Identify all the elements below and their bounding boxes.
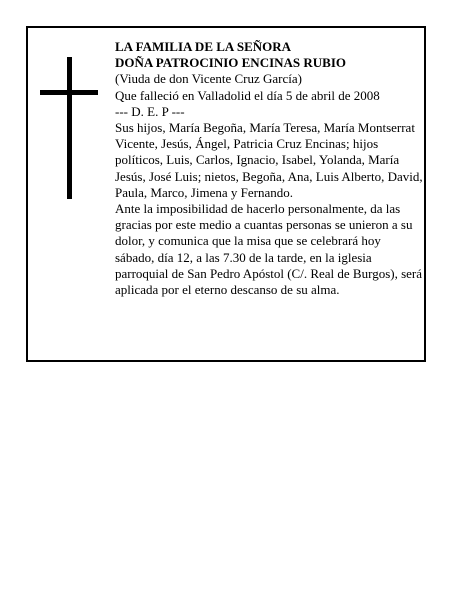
obituary-notice bbox=[26, 26, 426, 362]
notice-death-info: Que falleció en Valladolid el día 5 de abril de 2008 bbox=[115, 87, 380, 103]
cross-icon bbox=[40, 57, 98, 199]
notice-dep: --- D. E. P --- bbox=[115, 103, 185, 119]
notice-gratitude: Ante la imposibilidad de hacerlo personalmente, da las gracias por este medio a cuantas personas se unieron a su dolor, y comunica que la misa que se celebrará hoy sábado, día 12, a las 7.30 de la tarde, en la iglesia parroquial de San Pedro Apóstol (C/. Real de Burgos), será aplicada por el eterno descanso de su alma. bbox=[115, 201, 423, 298]
notice-widow-of: (Viuda de don Vicente Cruz García) bbox=[115, 71, 302, 87]
notice-heading-family: LA FAMILIA DE LA SEÑORA bbox=[115, 39, 292, 54]
notice-text bbox=[115, 39, 423, 298]
cross-horizontal-bar bbox=[40, 90, 98, 95]
cross-vertical-bar bbox=[67, 57, 72, 199]
notice-heading-name: DOÑA PATROCINIO ENCINAS RUBIO bbox=[115, 55, 347, 71]
notice-family-list: Sus hijos, María Begoña, María Teresa, María Montserrat Vicente, Jesús, Ángel, Patricia Cruz Encinas; hijos políticos, Luis, Carlos, Ignacio, Isabel, Yolanda, María Jesús, José Luis; nietos, Begoña, Ana, Luis Alberto, David, Paula, Marco, Jimena y Fernando. bbox=[115, 120, 423, 200]
